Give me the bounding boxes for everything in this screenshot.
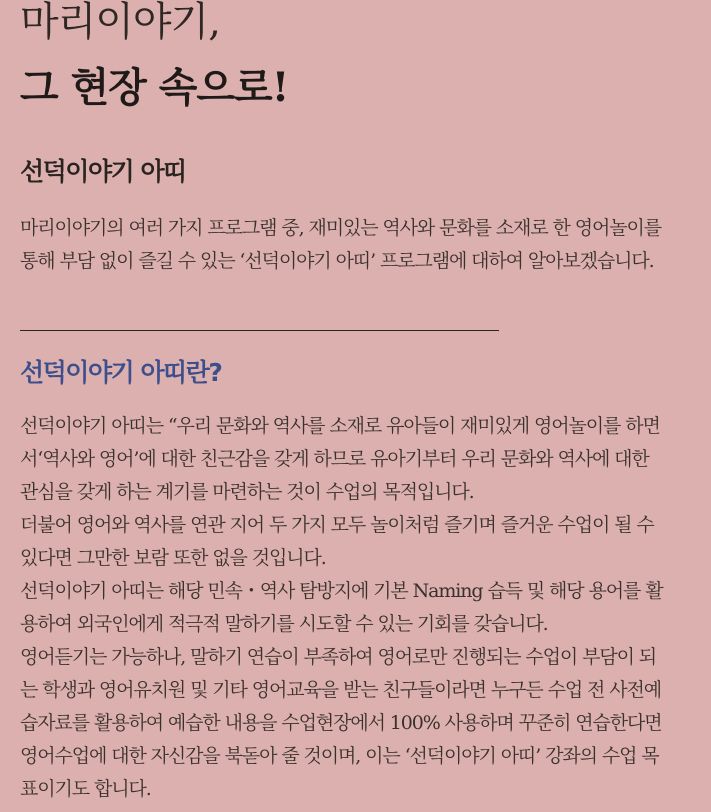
text-line: 선덕이야기 아띠는 “우리 문화와 역사를 소재로 유아들이 재미있게 영어놀이를 하면 — [20, 415, 660, 437]
page-title-line-2: 그 현장 속으로! — [20, 64, 289, 111]
text-line: 영어수업에 대한 자신감을 북돋아 줄 것이며, 이는 ‘선덕이야기 아띠’ 강좌의 수업 목 — [20, 745, 659, 767]
text-line: 있다면 그만한 보람 또한 없을 것입니다. — [20, 547, 326, 569]
text-line: 선덕이야기 아띠는 해당 민속・역사 탐방지에 기본 Naming 습득 및 해당 용어를 활 — [20, 580, 663, 602]
section-heading-atti: 선덕이야기 아띠 — [20, 157, 186, 186]
page-title-line-1: 마리이야기, — [20, 0, 220, 45]
text-line: 습자료를 활용하여 예습한 내용을 수업현장에서 100% 사용하며 꾸준히 연습한다면 — [20, 712, 662, 734]
text-line: 더불어 영어와 역사를 연관 지어 두 가지 모두 놀이처럼 즐기며 즐거운 수업이 될 수 — [20, 514, 654, 536]
text-line: 영어듣기는 가능하나, 말하기 연습이 부족하여 영어로만 진행되는 수업이 부담이 되 — [20, 646, 657, 668]
text-line: 관심을 갖게 하는 계기를 마련하는 것이 수업의 목적입니다. — [20, 481, 474, 503]
text-line: 통해 부담 없이 즐길 수 있는 ‘선덕이야기 아띠’ 프로그램에 대하여 알아보겠습니다. — [20, 250, 654, 272]
text-line: 표이기도 합니다. — [20, 778, 151, 800]
text-line: 용하여 외국인에게 적극적 말하기를 시도할 수 있는 기회를 갖습니다. — [20, 613, 548, 635]
section-heading-what-is-atti: 선덕이야기 아띠란? — [20, 358, 222, 387]
body-paragraph — [20, 410, 690, 806]
text-line: 서‘역사와 영어’에 대한 친근감을 갖게 하므로 유아기부터 우리 문화와 역사에 대한 — [20, 448, 649, 470]
text-line: 는 학생과 영어유치원 및 기타 영어교육을 받는 친구들이라면 누구든 수업 전 사전예 — [20, 679, 661, 701]
text-line: 마리이야기의 여러 가지 프로그램 중, 재미있는 역사와 문화를 소재로 한 영어놀이를 — [20, 217, 661, 239]
intro-paragraph — [20, 212, 690, 278]
section-divider — [20, 330, 499, 331]
